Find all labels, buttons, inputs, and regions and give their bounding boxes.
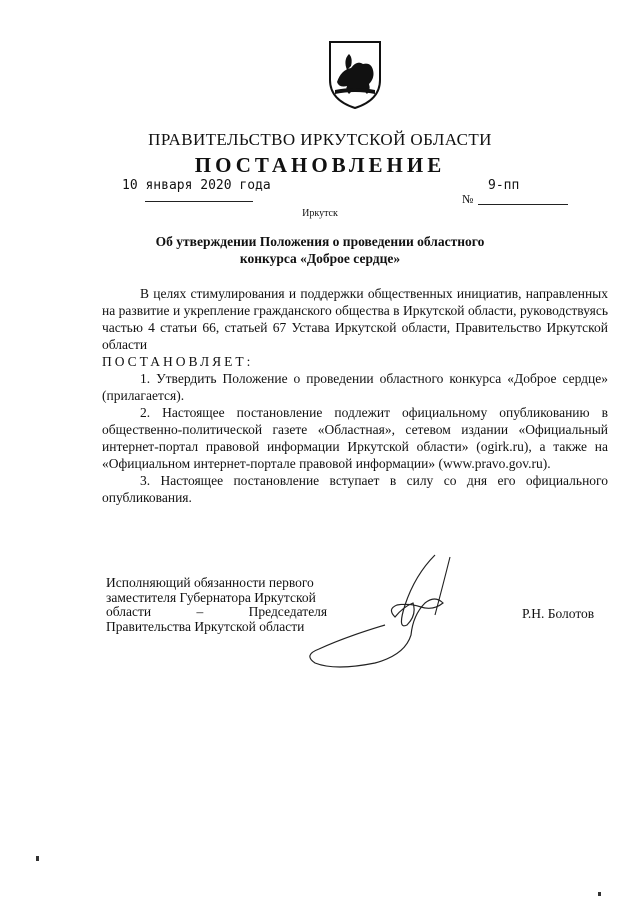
position-line-1: Исполняющий обязанности первого xyxy=(106,575,314,590)
handwritten-signature xyxy=(285,545,485,685)
date-underline xyxy=(145,201,253,202)
signatory-name: Р.Н. Болотов xyxy=(522,606,595,621)
item-1-paragraph: 1. Утвердить Положение о проведении областного конкурса «Доброе сердце» (прилагается). xyxy=(102,371,608,403)
position-line-2: заместителя Губернатора Иркутской xyxy=(106,589,316,605)
coat-of-arms-icon xyxy=(327,40,383,110)
title-line-1: Об утверждении Положения о проведении областного xyxy=(155,234,485,249)
document-number: 9-пп xyxy=(488,178,520,193)
title-line-2: конкурса «Доброе сердце» xyxy=(239,251,401,266)
document-body xyxy=(102,285,608,506)
item-2-paragraph: 2. Настоящее постановление подлежит официальному опубликованию в общественно-политической газете «Областная», сетевом издании «Официальный интернет-портал правовой информации Иркутской области» (ogirk.ru), а также на «Официальном интернет-портале правовой информации» (www.pravo.gov.ru). xyxy=(102,405,608,471)
number-label: № xyxy=(462,192,474,206)
city: Иркутск xyxy=(302,208,338,219)
position-line-4: Правительства Иркутской области xyxy=(106,618,305,634)
position-line-3: области – Председателя xyxy=(106,604,328,619)
document-title xyxy=(120,233,520,267)
scan-mark xyxy=(598,892,601,896)
resolves-heading: ПОСТАНОВЛЯЕТ: xyxy=(102,354,254,369)
preamble-paragraph: В целях стимулирования и поддержки общественных инициатив, направленных на развитие и укрепление гражданского общества в Иркутской области, руководствуясь частью 4 статьи 66, статьей 67 Устава Иркутской области, Правительство Иркутской области xyxy=(102,286,608,352)
item-3-paragraph: 3. Настоящее постановление вступает в силу со дня его официального опубликования. xyxy=(102,473,608,505)
scan-mark xyxy=(36,856,39,861)
document-date: 10 января 2020 года xyxy=(122,178,271,193)
document-type: ПОСТАНОВЛЕНИЕ xyxy=(194,153,446,177)
organization-name: ПРАВИТЕЛЬСТВО ИРКУТСКОЙ ОБЛАСТИ xyxy=(148,130,492,149)
number-underline xyxy=(478,204,568,205)
